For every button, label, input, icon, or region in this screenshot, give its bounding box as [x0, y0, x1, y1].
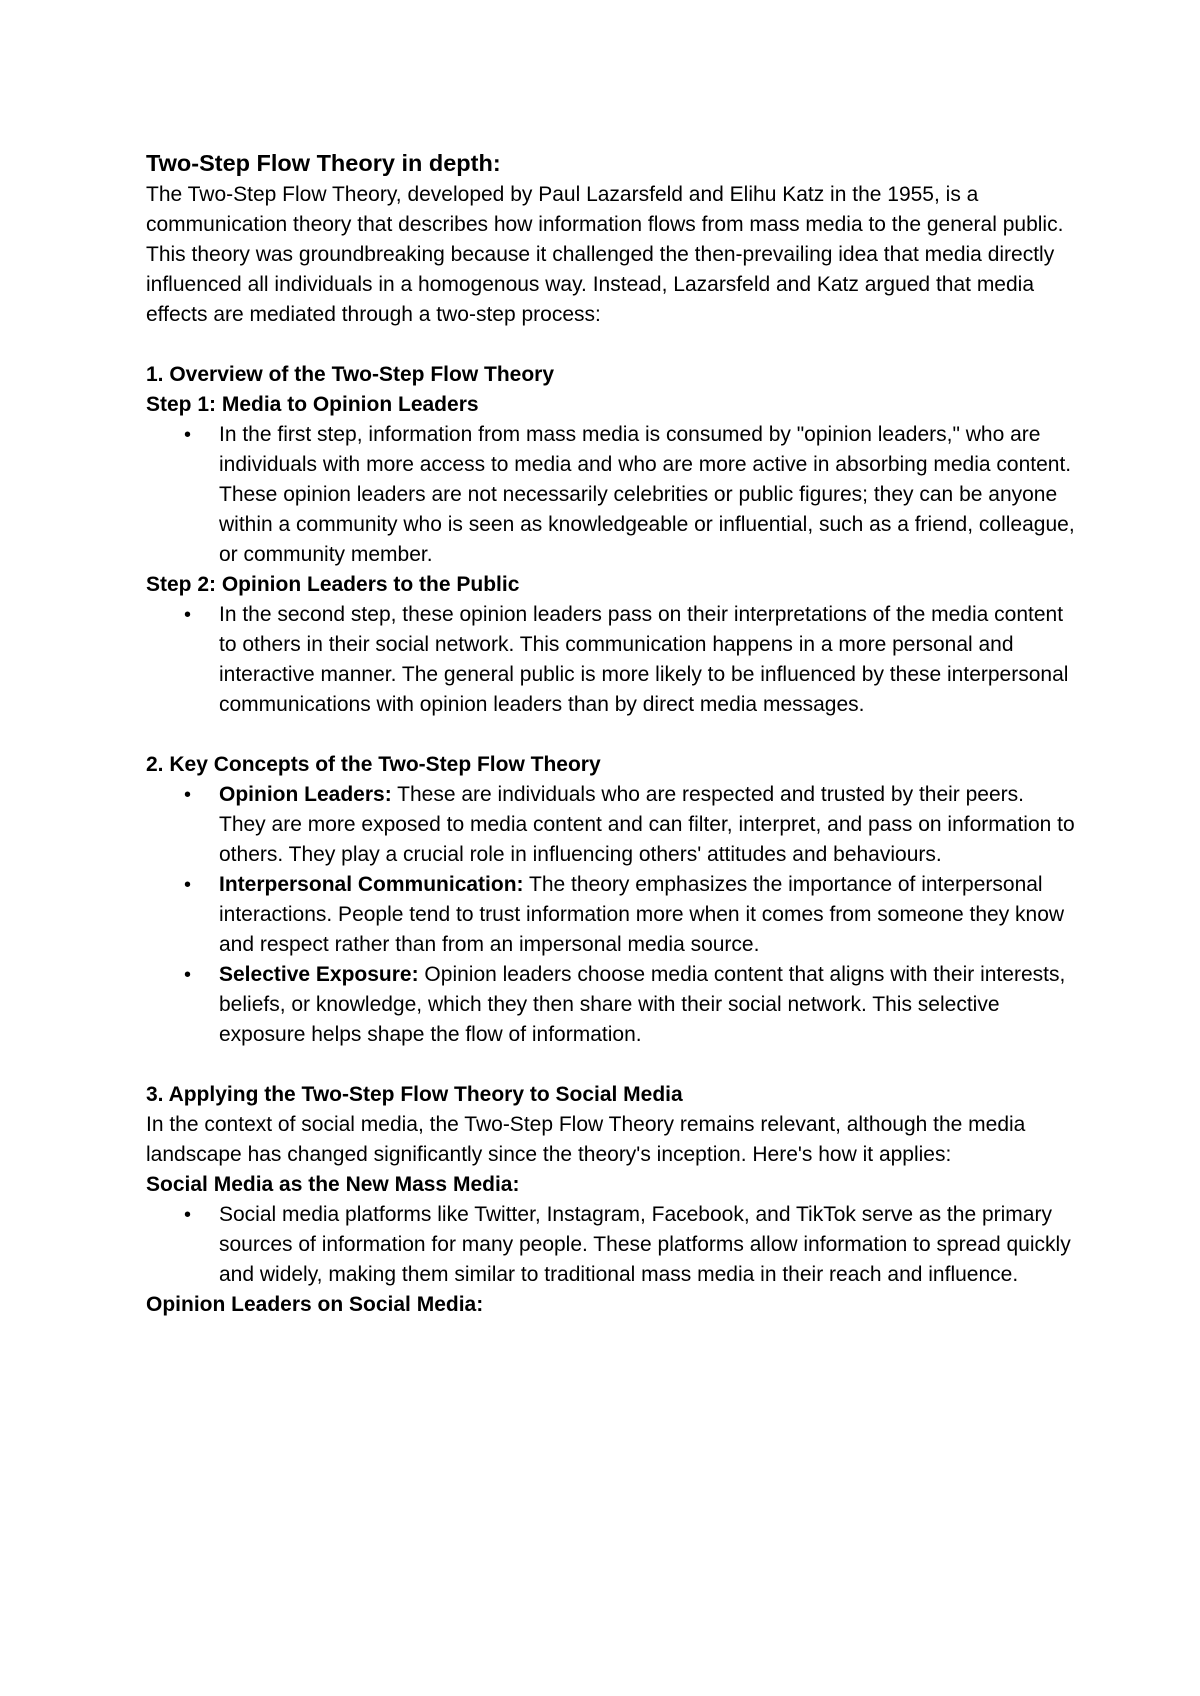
- section-3-intro: In the context of social media, the Two-Step Flow Theory remains relevant, although the media landscape has changed significantly since the theory's inception. Here's how it applies:: [146, 1113, 1026, 1166]
- concept-term: Selective Exposure:: [219, 963, 419, 986]
- spacer: [146, 330, 1076, 360]
- document-title: Two-Step Flow Theory in depth:: [146, 150, 501, 176]
- step-2-list: [146, 600, 1076, 720]
- spacer: [146, 1050, 1076, 1080]
- section-2-heading: 2. Key Concepts of the Two-Step Flow Theory: [146, 753, 601, 776]
- social-media-list: [146, 1200, 1076, 1290]
- concept-term: Opinion Leaders:: [219, 783, 392, 806]
- section-1-heading: 1. Overview of the Two-Step Flow Theory: [146, 363, 555, 386]
- concept-text: Opinion leaders choose media content that aligns with their interests, beliefs, or knowledge, which they then share with their social network. This selective exposure helps shape the flow of information.: [219, 963, 1066, 1046]
- step-1-list: [146, 420, 1076, 570]
- document-page: [146, 146, 1076, 1320]
- spacer: [146, 720, 1076, 750]
- list-item: • In the first step, information from mass media is consumed by "opinion leaders," who are individuals with more access to media and who are more active in absorbing media content. These opinion leaders are not necessarily celebrities or public figures; they can be anyone within a community who is seen as knowledgeable or influential, such as a friend, colleague, or community member.: [146, 420, 1076, 570]
- list-item: [146, 960, 1076, 1050]
- list-item: • Social media platforms like Twitter, Instagram, Facebook, and TikTok serve as the primary sources of information for many people. These platforms allow information to spread quickly and widely, making them similar to traditional mass media in their reach and influence.: [146, 1200, 1076, 1290]
- concept-term: Interpersonal Communication:: [219, 873, 524, 896]
- step-2-heading: Step 2: Opinion Leaders to the Public: [146, 573, 520, 596]
- intro-paragraph: The Two-Step Flow Theory, developed by Paul Lazarsfeld and Elihu Katz in the 1955, is a communication theory that describes how information flows from mass media to the general public. This theory was groundbreaking because it challenged the then-prevailing idea that media directly influenced all individuals in a homogenous way. Instead, Lazarsfeld and Katz argued that media effects are mediated through a two-step process:: [146, 183, 1064, 326]
- list-item: [146, 870, 1076, 960]
- key-concepts-list: [146, 780, 1076, 1050]
- opinion-leaders-social-heading: Opinion Leaders on Social Media:: [146, 1293, 484, 1316]
- step-1-heading: Step 1: Media to Opinion Leaders: [146, 393, 479, 416]
- social-media-heading: Social Media as the New Mass Media:: [146, 1173, 520, 1196]
- list-item: • In the second step, these opinion leaders pass on their interpretations of the media content to others in their social network. This communication happens in a more personal and interactive manner. The general public is more likely to be influenced by these interpersonal communications with opinion leaders than by direct media messages.: [146, 600, 1076, 720]
- list-item: [146, 780, 1076, 870]
- section-3-heading: 3. Applying the Two-Step Flow Theory to Social Media: [146, 1083, 683, 1106]
- concept-text: The theory emphasizes the importance of interpersonal interactions. People tend to trust information more when it comes from someone they know and respect rather than from an impersonal media source.: [219, 873, 1065, 956]
- concept-text: These are individuals who are respected and trusted by their peers. They are more exposed to media content and can filter, interpret, and pass on information to others. They play a crucial role in influencing others' attitudes and behaviours.: [219, 783, 1075, 866]
